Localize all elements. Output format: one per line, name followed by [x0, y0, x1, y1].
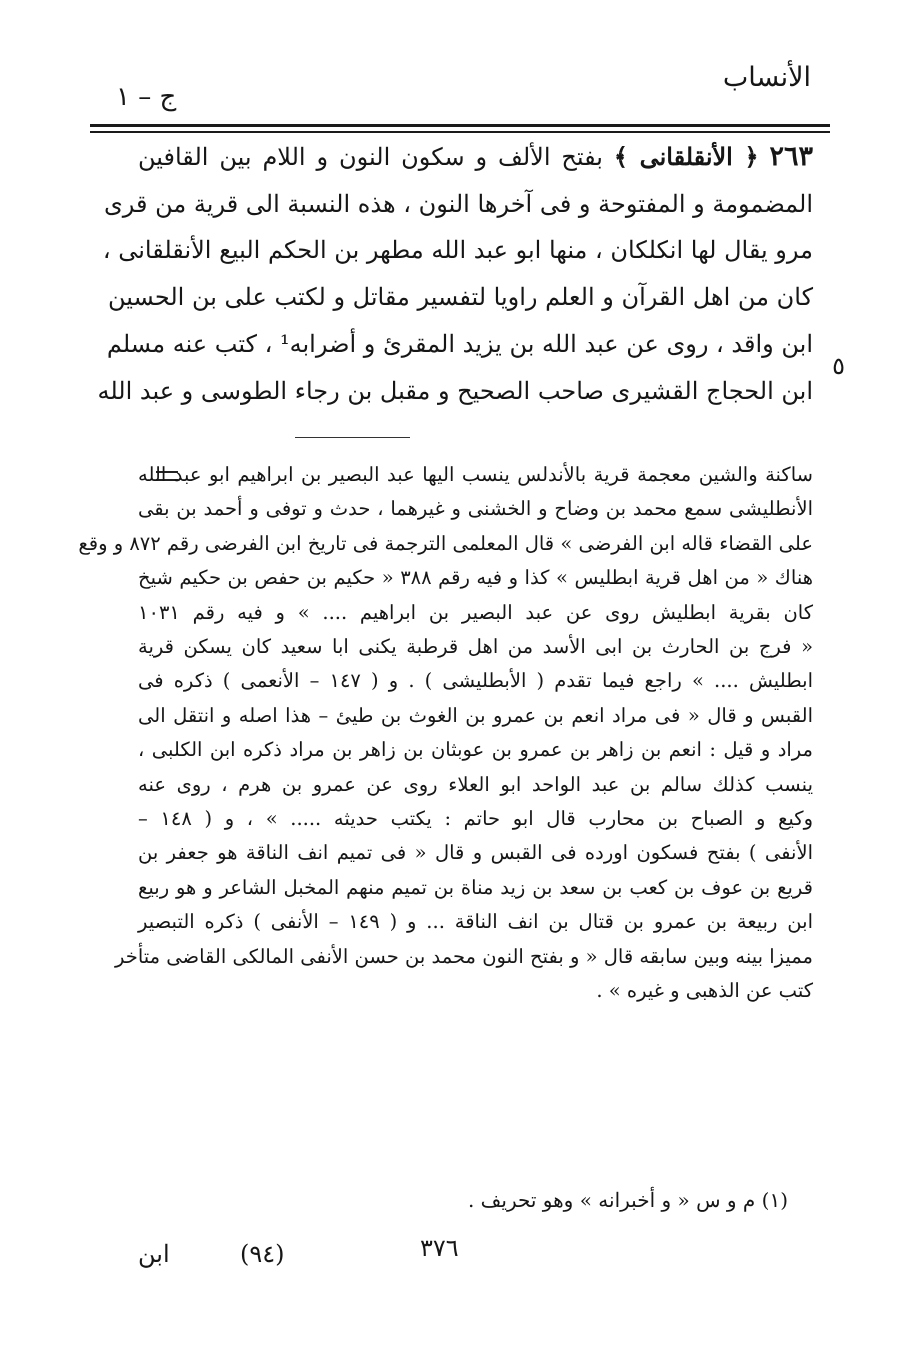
entry-title: ﴿ الأنقلقانى ﴾	[613, 142, 759, 171]
main-line-3: مرو يقال لها انكلكان ، منها ابو عبد الله مطهر بن الحكم البيع الأنقلقانى ،	[102, 236, 813, 265]
main-line-1-text: بفتح الألف و سكون النون و اللام بين القافين	[138, 143, 603, 171]
entry-number: ٢٦٣	[769, 141, 813, 172]
header-rule-thin	[90, 131, 830, 133]
note-line-9: مراد و قيل : انعم بن زاهر بن عمرو بن عوبثان بن زاهر بن مراد ذكره ابن الكلبى ،	[138, 738, 813, 762]
main-line-4: كان من اهل القرآن و العلم راويا لتفسير مقاتل و لكتب على بن الحسين	[107, 283, 813, 312]
main-line-2: المضمومة و المفتوحة و فى آخرها النون ، هذه النسبة الى قرية من قرى	[104, 189, 813, 218]
note-line-3: على القضاء قاله ابن الفرضى » قال المعلمى الترجمة فى تاريخ ابن الفرضى رقم ٨٧٢ و وقع	[78, 531, 813, 555]
main-line-5: ابن واقد ، روى عن عبد الله بن يزيد المقرئ و أضرابه¹ ، كتب عنه مسلم	[106, 329, 813, 358]
note-line-12: الأنفى ) بفتح فسكون اورده فى القبس و قال « فى تميم انف الناقة هو جعفر بن	[138, 841, 813, 865]
handwritten-underline	[295, 437, 410, 438]
note-line-15: مميزا بينه وبين سابقه قال « و بفتح النون محمد بن حسن الأنفى المالكى القاضى متأخر	[115, 944, 813, 968]
note-line-6: « فرج بن الحارث بن ابى الأسد من اهل قرطبة يكنى ابا سعيد كان يسكن قرية	[138, 635, 813, 659]
footnote: (١) م و س « و أخبرانه » وهو تحريف .	[467, 1188, 788, 1212]
note-line-2: الأنطليشى سمع محمد بن وضاح و الخشنى و غيرهما ، حدث و توفى و أحمد بن بقى	[138, 497, 813, 521]
note-line-8: القبس و قال « فى مراد انعم بن عمرو بن الغوث بن طيئ – هذا اصله و انتقل الى	[138, 703, 813, 727]
catchword: ابن	[138, 1240, 170, 1268]
header-rule-thick	[90, 124, 830, 127]
note-line-4: هناك « من اهل قرية ابطليس » كذا و فيه رقم ٣٨٨ « حكيم بن حفص بن حكيم شيخ	[138, 566, 813, 590]
note-line-7: ابطليش .... » راجع فيما تقدم ( الأبطليشى ) . و ( ١٤٧ – الأنعمى ) ذكره فى	[138, 669, 813, 693]
page-number: ٣٧٦	[420, 1234, 459, 1262]
note-line-11: وكيع و الصباح بن محارب قال ابو حاتم : يكتب حديثه ..... » ، و ( ١٤٨ –	[138, 807, 813, 831]
note-line-1: ساكنة والشين معجمة قرية بالأندلس ينسب اليها عبد البصير بن ابراهيم ابو عبد الله	[138, 463, 813, 486]
line-number-marker: ٥	[832, 352, 845, 380]
signature-mark: (٩٤)	[240, 1240, 285, 1268]
note-line-13: قريع بن عوف بن كعب بن سعد بن زيد مناة بن تميم منهم المخبل الشاعر و هو ربيع	[138, 875, 813, 899]
main-line-6: ابن الحجاج القشيرى صاحب الصحيح و مقبل بن رجاء الطوسى و عبد الله	[97, 376, 813, 405]
note-line-5: كان بقرية ابطليش روى عن عبد البصير بن ابراهيم .... » و فيه رقم ١٠٣١	[138, 600, 813, 624]
editor-notes	[78, 458, 813, 1009]
entry-main-text	[97, 134, 813, 414]
running-title: الأنساب	[722, 62, 811, 93]
note-line-14: ابن ربيعة بن عمرو بن قتال بن انف الناقة ... و ( ١٤٩ – الأنفى ) ذكره التبصير	[138, 910, 813, 934]
note-line-16: كتب عن الذهبى و غيره » .	[596, 979, 813, 1003]
volume-label: ج – ١	[116, 82, 177, 112]
note-line-10: ينسب كذلك سالم بن عبد الواحد ابو العلاء روى عن عمرو بن هرم ، روى عنه	[138, 772, 813, 796]
main-line-1	[138, 134, 813, 181]
